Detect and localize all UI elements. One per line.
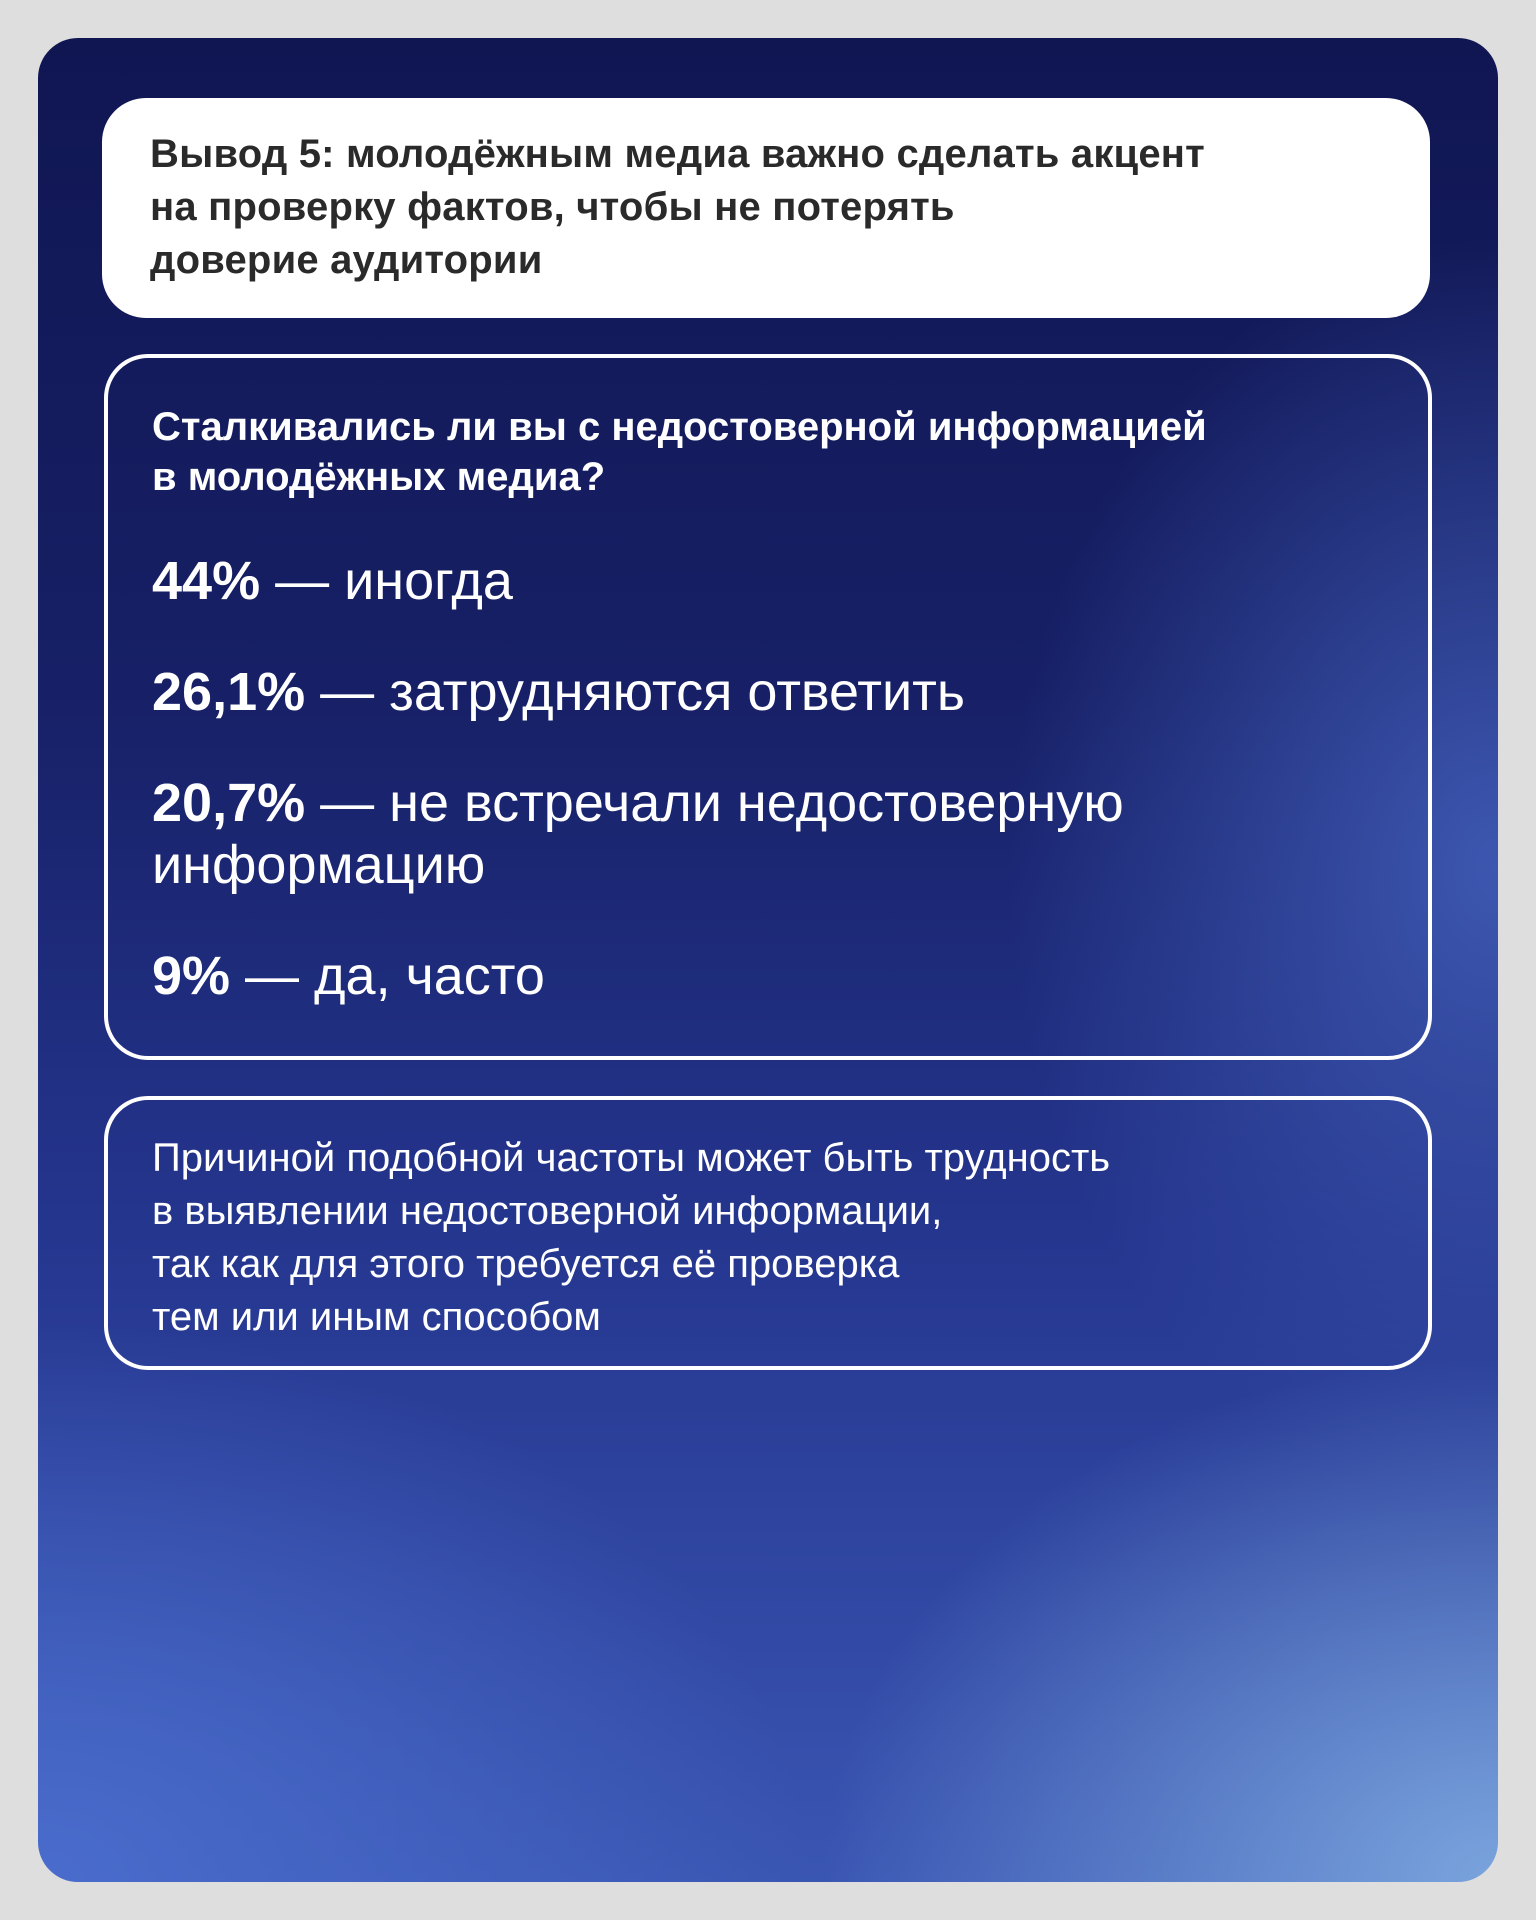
note-box <box>104 1096 1432 1370</box>
result-label: — да, часто <box>230 946 545 1006</box>
survey-box <box>104 354 1432 1060</box>
survey-result-item <box>152 661 1384 723</box>
note-text: Причиной подобной частоты может быть трудность в выявлении недостоверной информации, так как для этого требуется её проверка тем или иным способом <box>152 1136 1111 1339</box>
headline-box <box>102 98 1430 318</box>
survey-question: Сталкивались ли вы с недостоверной информацией в молодёжных медиа? <box>152 405 1207 499</box>
survey-result-item <box>152 945 1384 1007</box>
result-percent: 20,7% <box>152 773 306 833</box>
survey-result-item <box>152 550 1384 612</box>
slide-card <box>38 38 1498 1882</box>
result-percent: 9% <box>152 946 231 1006</box>
survey-results-list <box>152 550 1384 1007</box>
result-label: — не встречали недостоверную информацию <box>152 773 1124 895</box>
survey-result-item <box>152 772 1302 896</box>
result-percent: 26,1% <box>152 662 306 722</box>
result-label: — иногда <box>260 551 513 611</box>
result-percent: 44% <box>152 551 261 611</box>
result-label: — затрудняются ответить <box>305 662 966 722</box>
headline-text: Вывод 5: молодёжным медиа важно сделать акцент на проверку фактов, чтобы не потерять доверие аудитории <box>150 132 1205 282</box>
